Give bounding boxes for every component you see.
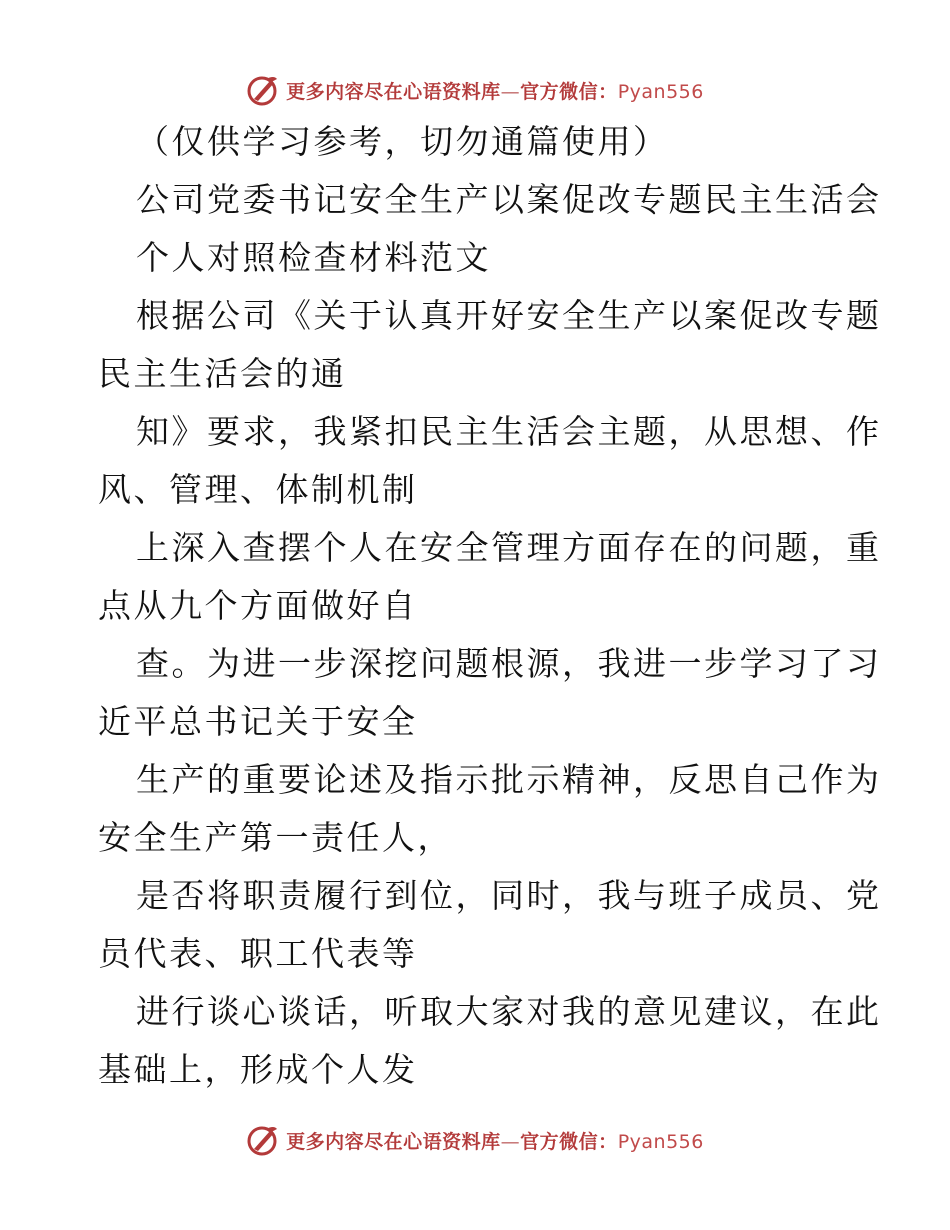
watermark-text: 更多内容尽在心语资料库—官方微信：Pyan556	[286, 80, 704, 103]
body-text-line: 近平总书记关于安全	[98, 702, 418, 741]
body-text-line: 安全生产第一责任人，	[98, 818, 453, 857]
body-text-line: 民主生活会的通	[98, 354, 347, 393]
body-text-line: 根据公司《关于认真开好安全生产以案促改专题	[136, 296, 882, 335]
body-text-line: 风、管理、体制机制	[98, 470, 418, 509]
document-title-line-2: 个人对照检查材料范文	[136, 238, 491, 277]
body-text-line: 上深入查摆个人在安全管理方面存在的问题，重	[136, 528, 882, 567]
body-text-line: 进行谈心谈话，听取大家对我的意见建议，在此	[136, 992, 882, 1031]
body-text-line: 生产的重要论述及指示批示精神，反思自己作为	[136, 760, 882, 799]
body-text-line: 员代表、职工代表等	[98, 934, 418, 973]
body-text-line: 基础上，形成个人发	[98, 1050, 418, 1089]
body-text-line: 点从九个方面做好自	[98, 586, 418, 625]
header-watermark	[0, 70, 950, 110]
body-text-line: 是否将职责履行到位，同时，我与班子成员、党	[136, 876, 882, 915]
red-quill-seal-icon	[246, 1123, 280, 1157]
disclaimer-line: （仅供学习参考，切勿通篇使用）	[136, 122, 669, 161]
watermark-text: 更多内容尽在心语资料库—官方微信：Pyan556	[286, 1130, 704, 1153]
red-quill-seal-icon	[246, 73, 280, 107]
body-text-line: 查。为进一步深挖问题根源，我进一步学习了习	[136, 644, 882, 683]
document-body	[98, 122, 882, 1112]
document-title-line-1: 公司党委书记安全生产以案促改专题民主生活会	[136, 180, 882, 219]
footer-watermark	[0, 1120, 950, 1160]
body-text-line: 知》要求，我紧扣民主生活会主题，从思想、作	[136, 412, 882, 451]
